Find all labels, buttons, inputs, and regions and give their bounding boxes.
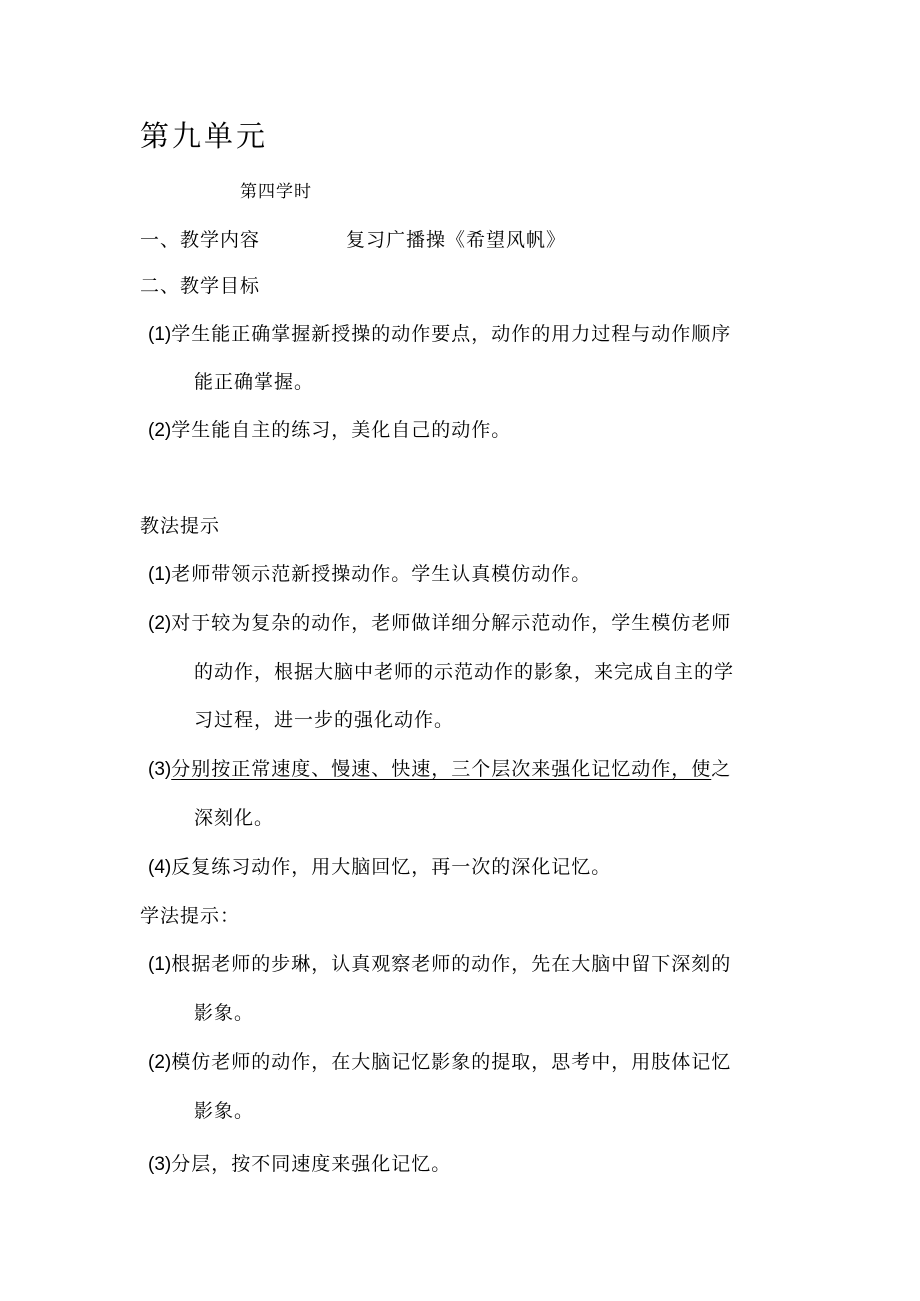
item-number: (2) <box>148 1052 172 1073</box>
item-text: 模仿老师的动作，在大脑记忆影象的提取，思考中，用肢体记忆 <box>171 1051 732 1073</box>
item-text: 根据老师的步琳，认真观察老师的动作，先在大脑中留下深刻的 <box>171 953 732 975</box>
item-number: (2) <box>148 613 172 634</box>
underlined-text: 分别按正常速度、慢速、快速，三个层次来强化记忆动作，使 <box>171 758 712 780</box>
item-number: (3) <box>148 759 172 780</box>
goal-item-2 <box>148 418 511 443</box>
learning-item-2-continuation: 影象。 <box>194 1100 255 1122</box>
section-content: 复习广播操《希望风帆》 <box>346 229 567 251</box>
learning-item-3 <box>148 1152 451 1177</box>
section-label: 一、教学内容 <box>140 229 261 251</box>
unit-title: 第九单元 <box>140 119 269 153</box>
item-text: 学生能正确掌握新授操的动作要点，动作的用力过程与动作顺序 <box>171 323 732 345</box>
item-number: (1) <box>148 324 172 345</box>
teaching-item-1 <box>148 562 591 587</box>
item-text: 反复练习动作，用大脑回忆，再一次的深化记忆。 <box>171 856 612 878</box>
item-text: 老师带领示范新授操动作。学生认真模仿动作。 <box>171 563 592 585</box>
teaching-item-4 <box>148 855 611 880</box>
section-teaching-content <box>140 228 566 252</box>
item-text: 分层，按不同速度来强化记忆。 <box>171 1153 452 1175</box>
learning-item-1 <box>148 952 731 977</box>
section-teaching-goals: 二、教学目标 <box>140 275 261 297</box>
item-number: (2) <box>148 420 172 441</box>
item-number: (1) <box>148 954 172 975</box>
item-number: (1) <box>148 564 172 585</box>
teaching-item-2-continuation: 习过程，进一步的强化动作。 <box>194 709 455 731</box>
teaching-item-3 <box>148 757 731 782</box>
goal-item-1-continuation: 能正确掌握。 <box>194 371 315 393</box>
teaching-item-2 <box>148 611 731 636</box>
learning-item-2 <box>148 1050 731 1075</box>
teaching-item-2-continuation: 的动作，根据大脑中老师的示范动作的影象，来完成自主的学 <box>194 661 735 683</box>
item-number: (4) <box>148 857 172 878</box>
item-text: 对于较为复杂的动作，老师做详细分解示范动作，学生模仿老师 <box>171 612 732 634</box>
item-text: 学生能自主的练习，美化自己的动作。 <box>171 419 512 441</box>
lesson-subtitle: 第四学时 <box>240 182 312 202</box>
teaching-tips-heading: 教法提示 <box>140 515 221 537</box>
goal-item-1 <box>148 322 731 347</box>
teaching-item-3-continuation: 深刻化。 <box>194 807 275 829</box>
learning-item-1-continuation: 影象。 <box>194 1002 255 1024</box>
item-number: (3) <box>148 1154 172 1175</box>
item-text: 之 <box>711 758 732 780</box>
learning-tips-heading: 学法提示： <box>140 905 241 927</box>
